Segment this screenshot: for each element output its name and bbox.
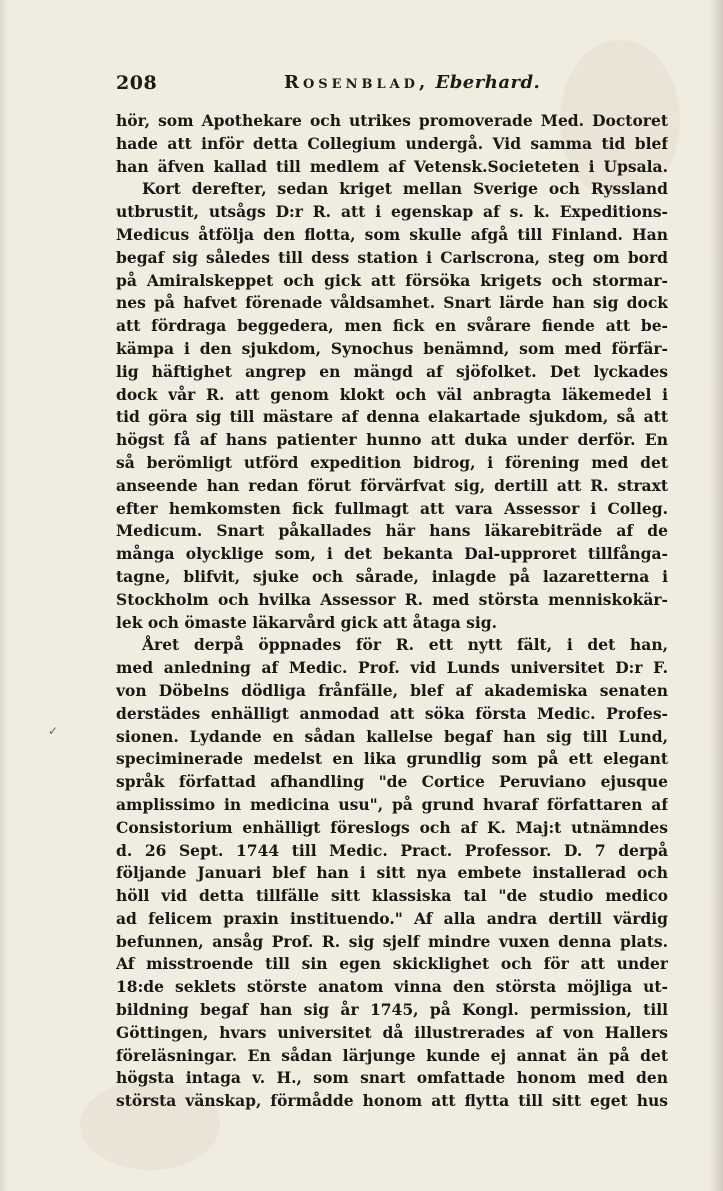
running-header [116,72,676,100]
text-line: amplissimo in medicina usu", på grund hvaraf författaren af [116,794,668,814]
text-line: språk författad afhandling "de Cortice Peruviano ejusque [116,772,668,792]
text-line: Göttingen, hvars universitet då illustrerades af von Hallers [116,1022,668,1042]
text-line: föreläsningar. En sådan lärjunge kunde ej annat än på det [116,1045,668,1065]
text-line: med anledning af Medic. Prof. vid Lunds universitet D:r F. [116,658,668,678]
text-line: att fördraga beggedera, men fick en svårare fiende att be- [116,316,668,336]
text-line: 18:de seklets störste anatom vinna den största möjliga ut- [116,977,668,997]
text-line: von Döbelns dödliga frånfälle, blef af akademiska senaten [116,680,668,700]
text-line: på Amiralskeppet och gick att försöka krigets och stormar- [116,270,668,290]
text-line: bildning begaf han sig år 1745, på Kongl. permission, till [116,1000,668,1020]
text-line: högst få af hans patienter hunno att duka under derför. En [116,430,668,450]
text-line: Consistorium enhälligt föreslogs och af K. Maj:t utnämndes [116,817,668,837]
text-line: högsta intaga v. H., som snart omfattade honom med den [116,1068,668,1088]
text-line: följande Januari blef han i sitt nya embete installerad och [116,863,668,883]
text-line: hade att inför detta Collegium undergå. Vid samma tid blef [116,133,668,153]
text-line: Af misstroende till sin egen skicklighet och för att under [116,954,668,974]
text-line: Kort derefter, sedan kriget mellan Sverige och Ryssland [142,179,668,199]
text-line: tagne, blifvit, sjuke och sårade, inlagde på lazaretterna i [116,566,668,586]
text-line: höll vid detta tillfälle sitt klassiska tal "de studio medico [116,886,668,906]
text-line: tid göra sig till mästare af denna elakartade sjukdom, så att [116,407,668,427]
text-line: största vänskap, förmådde honom att flytta till sitt eget hus [116,1091,668,1111]
text-line: hör, som Apothekare och utrikes promoverade Med. Doctoret [116,111,668,130]
text-line: anseende han redan förut förvärfvat sig, dertill att R. straxt [116,475,668,495]
text-line: utbrustit, utsågs D:r R. att i egenskap af s. k. Expeditions- [116,202,668,222]
text-line: många olycklige som, i det bekanta Dal-upproret tillfånga- [116,544,668,564]
text-line: efter hemkomsten fick fullmagt att vara Assessor i Colleg. [116,498,668,518]
text-line: Året derpå öppnades för R. ett nytt fält, i det han, [142,635,668,655]
text-line: d. 26 Sept. 1744 till Medic. Pract. Professor. D. 7 derpå [116,840,668,860]
body-text [116,110,668,1113]
page-number: 208 [116,72,158,94]
text-line: ad felicem praxin instituendo." Af alla andra dertill värdig [116,908,668,928]
text-line: lig häftighet angrep en mängd af sjöfolket. Det lyckades [116,361,668,381]
text-line: speciminerade medelst en lika grundlig som på ett elegant [116,749,668,769]
text-line: nes på hafvet förenade våldsamhet. Snart lärde han sig dock [116,293,668,313]
text-line: kämpa i den sjukdom, Synochus benämnd, som med förfär- [116,338,668,358]
text-line: Stockholm och hvilka Assessor R. med största menniskokär- [116,589,668,609]
running-title [284,72,540,93]
running-title-given-name: Eberhard. [435,72,541,93]
text-line: sionen. Lydande en sådan kallelse begaf han sig till Lund, [116,726,668,746]
text-line: dock vår R. att genom klokt och väl anbragta läkemedel i [116,384,668,404]
text-line: så berömligt utförd expedition bidrog, i förening med det [116,452,668,472]
text-line: befunnen, ansåg Prof. R. sig sjelf mindre vuxen denna plats. [116,931,668,951]
margin-mark: ✓ [48,724,59,738]
running-title-surname: Rosenblad, [284,72,430,93]
text-line: Medicus åtfölja den flotta, som skulle afgå till Finland. Han [116,224,668,244]
page-edge-shadow [709,0,723,1191]
text-line: begaf sig således till dess station i Carlscrona, steg om bord [116,247,668,267]
text-line: derstädes enhälligt anmodad att söka första Medic. Profes- [116,703,668,723]
text-line: lek och ömaste läkarvård gick att åtaga sig. [116,612,498,632]
page-edge-shadow [0,0,8,1191]
text-line: han äfven kallad till medlem af Vetensk.Societeten i Upsala. [116,156,668,176]
text-line: Medicum. Snart påkallades här hans läkarebiträde af de [116,521,668,541]
